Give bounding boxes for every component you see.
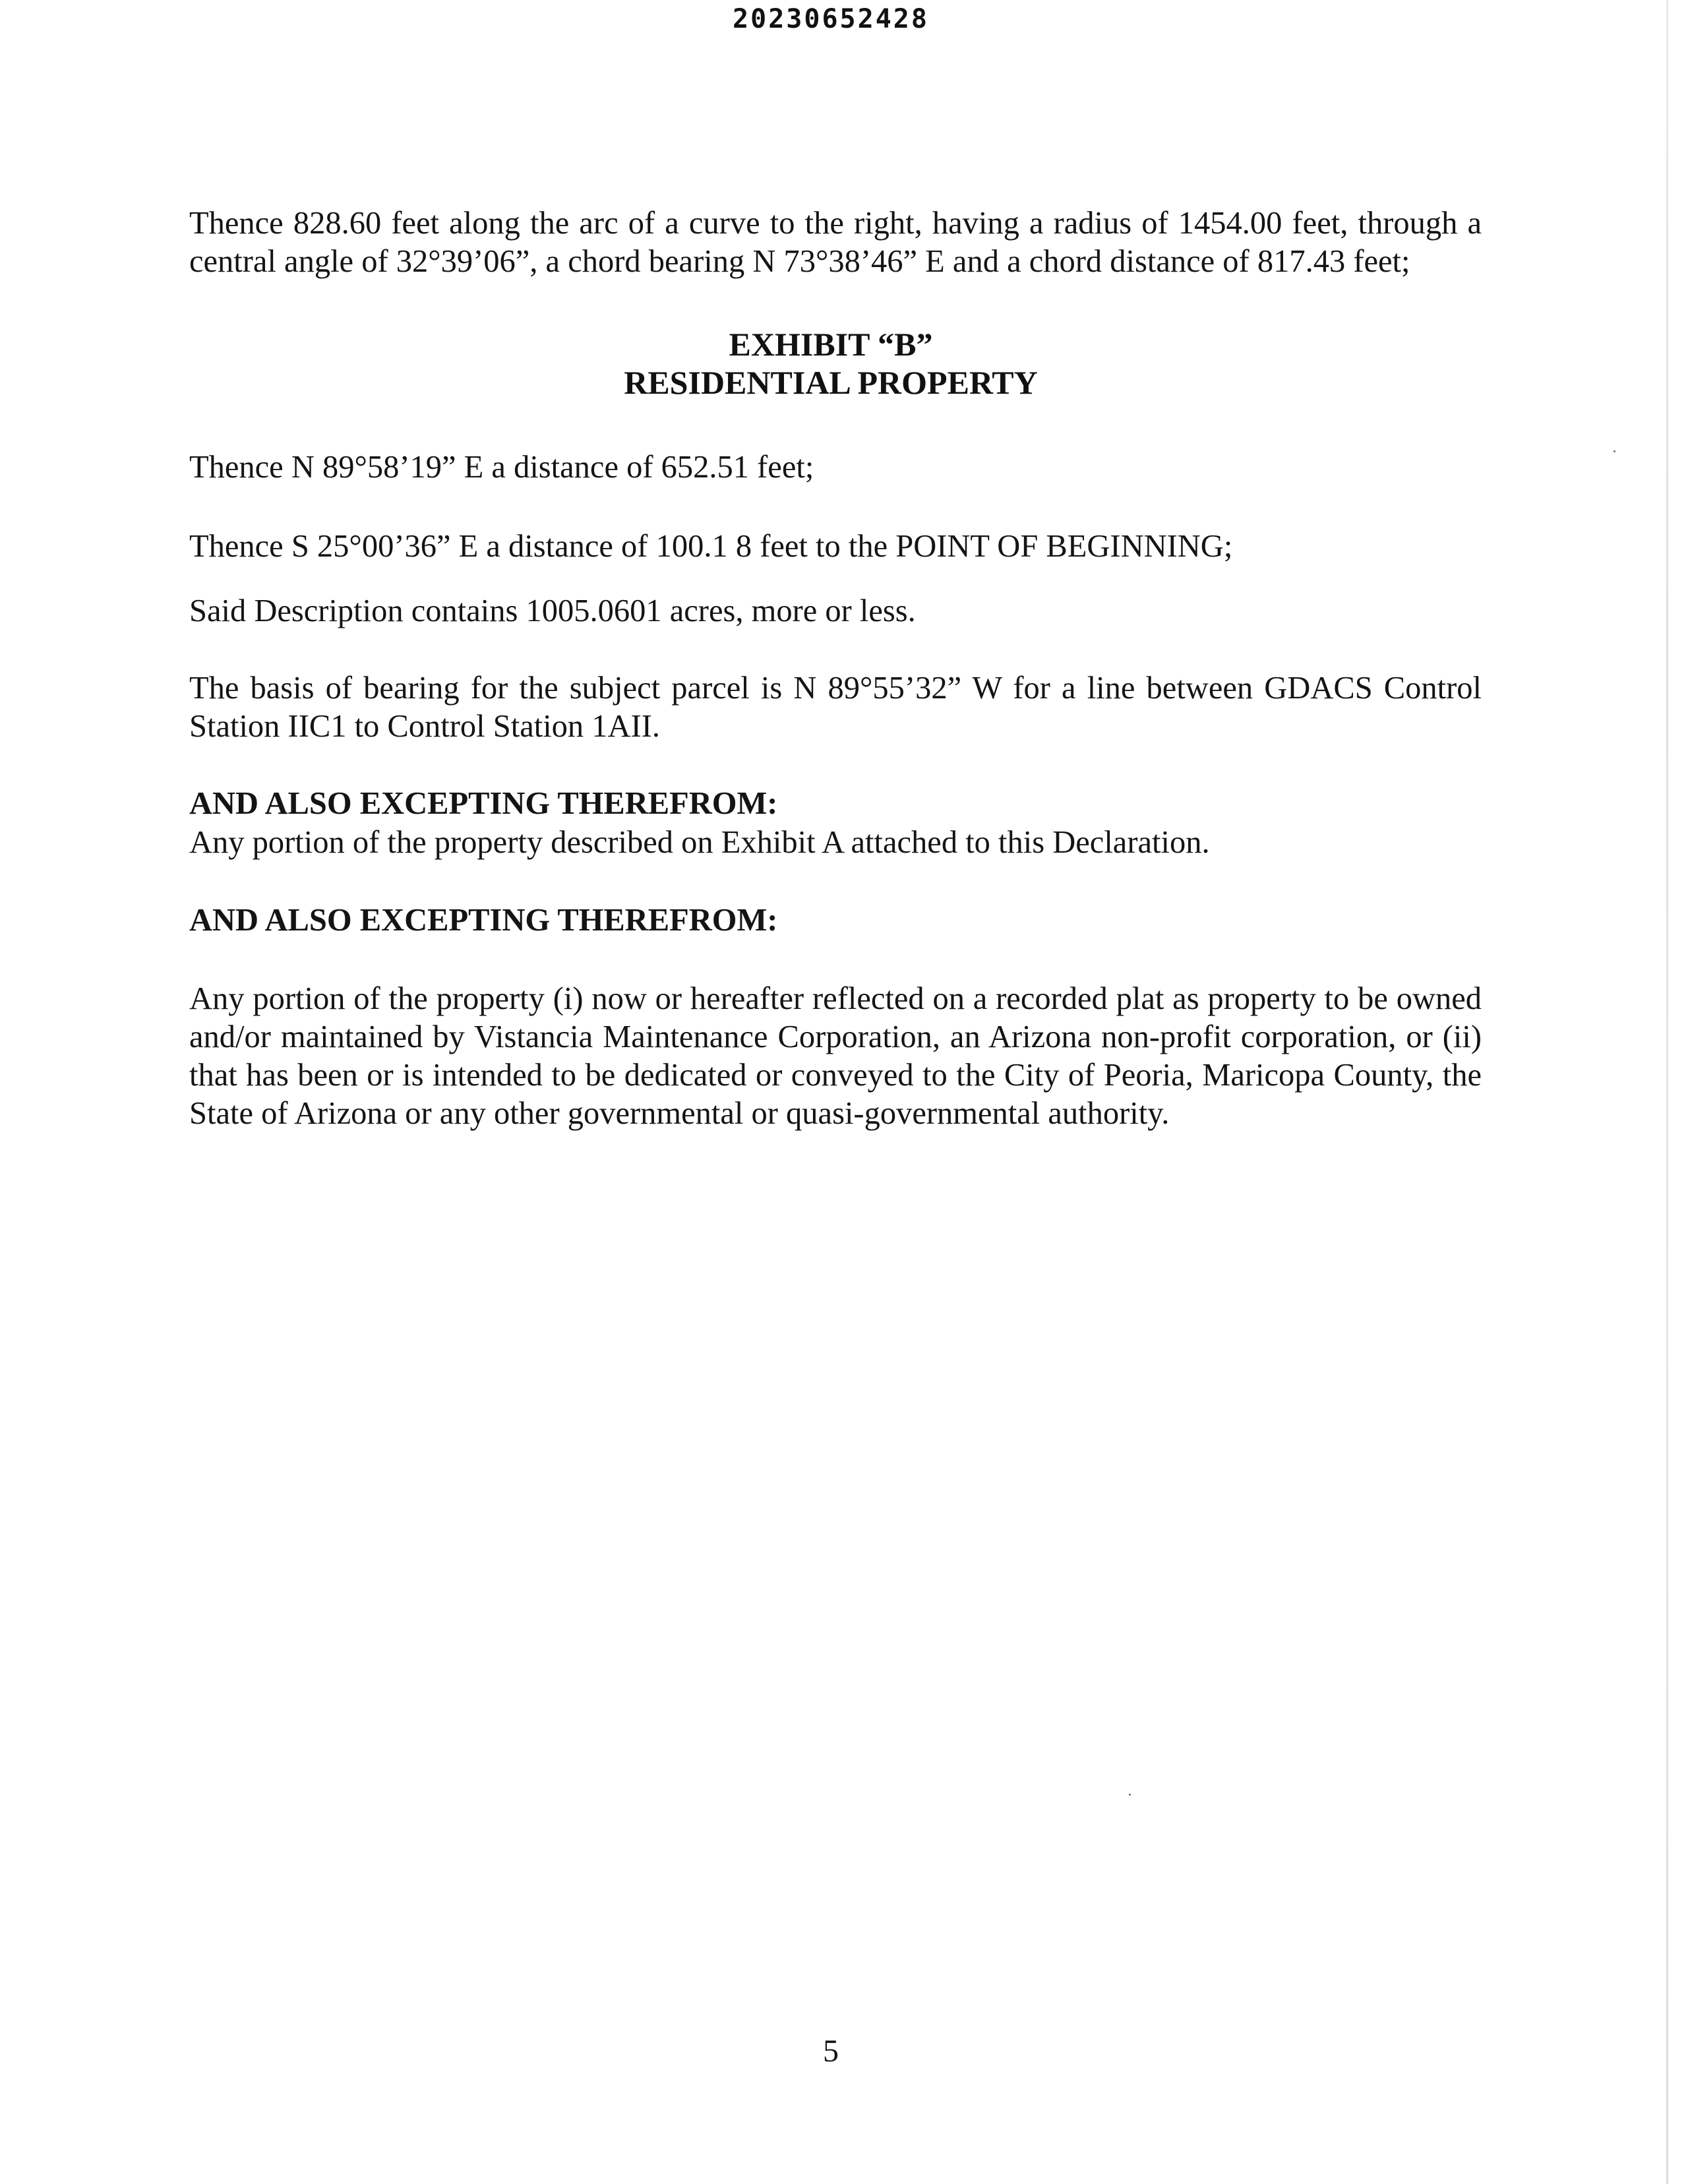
- acreage-statement: Said Description contains 1005.0601 acres, more or less.: [189, 593, 916, 628]
- opening-paragraph: Thence 828.60 feet along the arc of a curve to the right, having a radius of 1454.00 feet, through a central angle of 32°39’06”, a chord bearing N 73°38’46” E and a chord distance of 817.43 feet;: [189, 206, 1482, 279]
- exception-2-text: Any portion of the property (i) now or hereafter reflected on a recorded plat as property to be owned and/or maintained by Vistancia Maintenance Corporation, an Arizona non-profit corporation, or (ii) that has been or is intended to be dedicated or conveyed to the City of Peoria, Maricopa County, the State of Arizona or any other governmental or quasi-governmental authority.: [189, 981, 1482, 1131]
- course-line-1: Thence N 89°58’19” E a distance of 652.51 feet;: [189, 450, 814, 485]
- exception-1-text: Any portion of the property described on Exhibit A attached to this Declaration.: [189, 825, 1210, 860]
- exhibit-heading: EXHIBIT “B”: [729, 326, 933, 363]
- scan-speck: [1129, 1794, 1131, 1796]
- scan-speck: [1613, 450, 1615, 452]
- course-line-2: Thence S 25°00’36” E a distance of 100.1 8 feet to the POINT OF BEGINNING;: [189, 529, 1233, 564]
- basis-of-bearing-paragraph: The basis of bearing for the subject parcel is N 89°55’32” W for a line between GDACS Control Station IIC1 to Control Station 1AII.: [189, 671, 1482, 744]
- page-number: 5: [823, 2034, 839, 2069]
- recording-number: 20230652428: [733, 4, 929, 34]
- exhibit-subheading: RESIDENTIAL PROPERTY: [624, 364, 1038, 401]
- scan-edge-line: [1666, 0, 1668, 2184]
- exception-2-label: AND ALSO EXCEPTING THEREFROM:: [189, 903, 778, 938]
- exception-1-label: AND ALSO EXCEPTING THEREFROM:: [189, 786, 778, 821]
